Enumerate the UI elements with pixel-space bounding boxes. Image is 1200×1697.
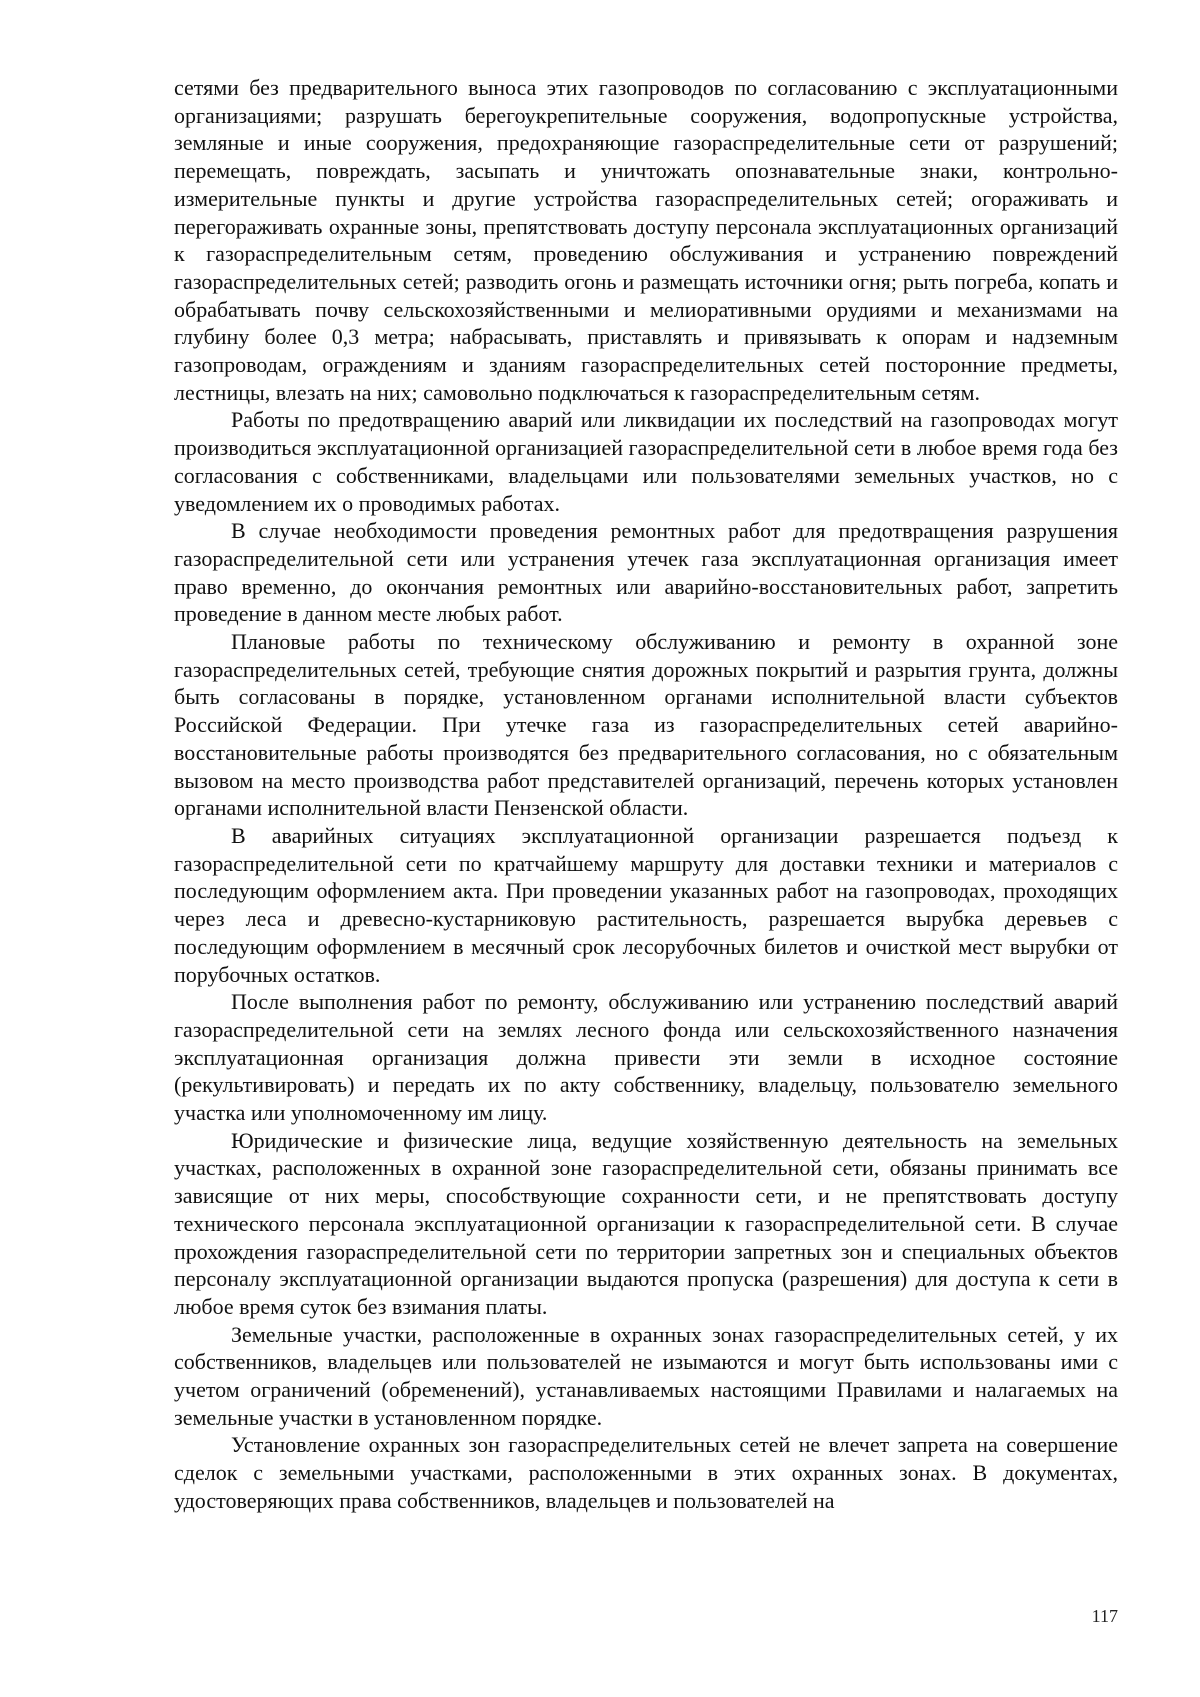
page-number: 117 [1091, 1606, 1118, 1626]
body-text [174, 74, 1118, 1515]
paragraph: Работы по предотвращению аварий или ликвидации их последствий на газопроводах могут производиться эксплуатационной организацией газораспределительной сети в любое время года без согласования с собственниками, владельцами или пользователями земельных участков, но с уведомлением их о проводимых работах. [174, 407, 1118, 516]
paragraph: После выполнения работ по ремонту, обслуживанию или устранению последствий аварий газораспределительной сети на землях лесного фонда или сельскохозяйственного назначения эксплуатационная организация должна привести эти земли в исходное состояние (рекультивировать) и передать их по акту собственнику, владельцу, пользователю земельного участка или уполномоченному им лицу. [174, 989, 1118, 1126]
paragraph: Юридические и физические лица, ведущие хозяйственную деятельность на земельных участках, расположенных в охранной зоне газораспределительной сети, обязаны принимать все зависящие от них меры, способствующие сохранности сети, и не препятствовать доступу технического персонала эксплуатационной организации к газораспределительной сети. В случае прохождения газораспределительной сети по территории запретных зон и специальных объектов персоналу эксплуатационной организации выдаются пропуска (разрешения) для доступа к сети в любое время суток без взимания платы. [174, 1127, 1118, 1319]
paragraph: В аварийных ситуациях эксплуатационной организации разрешается подъезд к газораспределительной сети по кратчайшему маршруту для доставки техники и материалов с последующим оформлением акта. При проведении указанных работ на газопроводах, проходящих через леса и древесно-кустарниковую растительность, разрешается вырубка деревьев с последующим оформлением в месячный срок лесорубочных билетов и очисткой мест вырубки от порубочных остатков. [174, 822, 1118, 987]
paragraph: Установление охранных зон газораспределительных сетей не влечет запрета на совершение сделок с земельными участками, расположенными в этих охранных зонах. В документах, удостоверяющих права собственников, владельцев и пользователей на [174, 1432, 1118, 1513]
paragraph: Плановые работы по техническому обслуживанию и ремонту в охранной зоне газораспределительных сетей, требующие снятия дорожных покрытий и разрытия грунта, должны быть согласованы в порядке, установленном органами исполнительной власти субъектов Российской Федерации. При утечке газа из газораспределительных сетей аварийно-восстановительные работы производятся без предварительного согласования, но с обязательным вызовом на место производства работ представителей организаций, перечень которых установлен органами исполнительной власти Пензенской области. [174, 629, 1118, 821]
paragraph: Земельные участки, расположенные в охранных зонах газораспределительных сетей, у их собственников, владельцев или пользователей не изымаются и могут быть использованы ими с учетом ограничений (обременений), устанавливаемых настоящими Правилами и налагаемых на земельные участки в установленном порядке. [174, 1321, 1118, 1430]
paragraph: В случае необходимости проведения ремонтных работ для предотвращения разрушения газораспределительной сети или устранения утечек газа эксплуатационная организация имеет право временно, до окончания ремонтных или аварийно-восстановительных работ, запретить проведение в данном месте любых работ. [174, 518, 1118, 627]
paragraph-continued: сетями без предварительного выноса этих газопроводов по согласованию с эксплуатационными организациями; разрушать берегоукрепительные сооружения, водопропускные устройства, земляные и иные сооружения, предохраняющие газораспределительные сети от разрушений; перемещать, повреждать, засыпать и уничтожать опознавательные знаки, контрольно-измерительные пункты и другие устройства газораспределительных сетей; огораживать и перегораживать охранные зоны, препятствовать доступу персонала эксплуатационных организаций к газораспределительным сетям, проведению обслуживания и устранению повреждений газораспределительных сетей; разводить огонь и размещать источники огня; рыть погреба, копать и обрабатывать почву сельскохозяйственными и мелиоративными орудиями и механизмами на глубину более 0,3 метра; набрасывать, приставлять и привязывать к опорам и надземным газопроводам, ограждениям и зданиям газораспределительных сетей посторонние предметы, лестницы, влезать на них; самовольно подключаться к газораспределительным сетям. [174, 75, 1118, 405]
